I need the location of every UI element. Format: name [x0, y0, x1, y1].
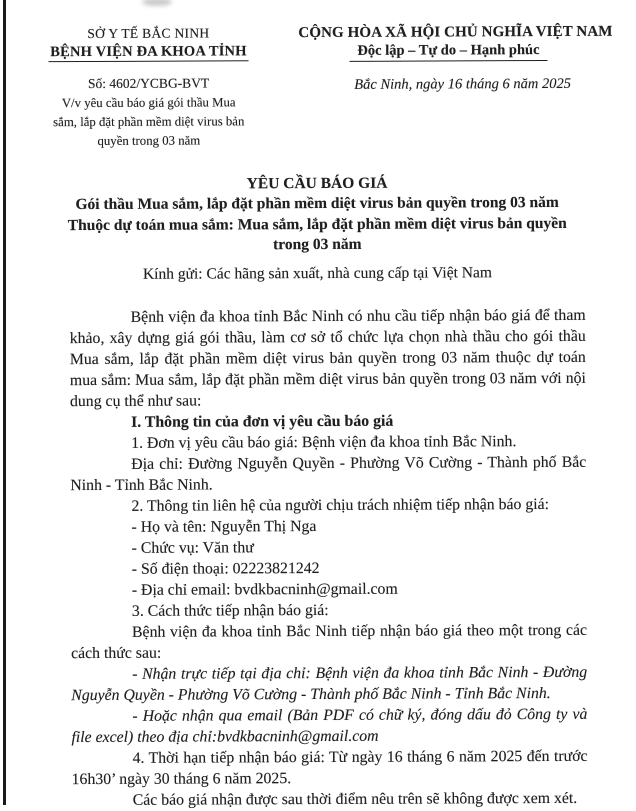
document-subject-line: V/v yêu cầu báo giá gói thầu Mua — [61, 94, 236, 110]
document-subject — [15, 93, 283, 151]
body-paragraph: - Nhận trực tiếp tại địa chỉ: Bệnh viện đa khoa tỉnh Bắc Ninh - Đường Nguyễn Quyền - Phường Võ Cường - Thành phố Bắc Ninh - Tỉnh Bắc Ninh. — [71, 663, 588, 704]
document-subject-line: sắm, lắp đặt phần mềm diệt virus bản — [53, 113, 245, 129]
body-paragraph: - Hoặc nhận qua email (Bản PDF có chữ ký, đóng dấu đỏ Công ty và file excel) theo địa chỉ:bvdkbacninh@gmail.com — [71, 705, 588, 746]
body-paragraph: - Địa chỉ email: bvdkbacninh@gmail.com — [131, 580, 398, 599]
national-motto-line1: CỘNG HÒA XÃ HỘI CHỦ NGHĨA VIỆT NAM — [298, 23, 613, 42]
document-subject-line: quyền trong 03 năm — [97, 133, 201, 148]
document-body — [70, 304, 588, 810]
place-date-line: Bắc Ninh, ngày 16 tháng 6 năm 2025 — [354, 75, 571, 93]
body-paragraph: Bệnh viện đa khoa tỉnh Bắc Ninh tiếp nhận báo giá theo một trong các cách thức sau: — [71, 621, 588, 662]
place-date-wrapper — [299, 59, 599, 94]
national-header-block — [298, 23, 613, 150]
document-title-budget-line1: Thuộc dự toán mua sắm: Mua sắm, lắp đặt phần mềm diệt virus bản quyền — [67, 214, 567, 234]
org-name: BỆNH VIỆN ĐA KHOA TỈNH — [14, 42, 282, 61]
body-paragraph: I. Thông tin của đơn vị yêu cầu báo giá — [131, 412, 394, 431]
document-title-block — [0, 172, 635, 257]
body-paragraph: Bệnh viện đa khoa tỉnh Bắc Ninh có nhu cầu tiếp nhận báo giá để tham khảo, xây dựng giá gói thầu, làm cơ sở tổ chức lựa chọn nhà thầu cho gói thầu Mua sắm, lắp đặt phần mềm diệt virus bản quyền trong 03 năm thuộc dự toán mua sắm: Mua sắm, lắp đặt phần mềm diệt virus bản quyền trong 03 năm với nội dung cụ thể như sau: — [69, 306, 586, 410]
document-number: Số: 4602/YCBG-BVT — [87, 74, 210, 91]
document-header — [0, 0, 635, 151]
document-title-package: Gói thầu Mua sắm, lắp đặt phần mềm diệt virus bản quyền trong 03 năm — [75, 193, 559, 214]
body-paragraph: - Họ và tên: Nguyễn Thị Nga — [131, 517, 317, 536]
body-paragraph: Các báo giá nhận được sau thời điểm nêu trên sẽ không được xem xét. — [132, 789, 578, 809]
body-paragraph: - Chức vụ: Văn thư — [131, 538, 254, 557]
issuing-org-block — [14, 24, 283, 151]
document-title: YÊU CẦU BÁO GIÁ — [246, 174, 388, 192]
salutation-line: Kính gửi: Các hãng sản xuất, nhà cung cấp tại Việt Nam — [142, 263, 492, 283]
body-paragraph: Địa chỉ: Đường Nguyễn Quyền - Phường Võ Cường - Thành phố Bắc Ninh - Tỉnh Bắc Ninh. — [70, 453, 587, 494]
body-paragraph: 1. Đơn vị yêu cầu báo giá: Bệnh viện đa khoa tỉnh Bắc Ninh. — [131, 432, 517, 452]
body-paragraph: - Số điện thoại: 02223821242 — [131, 559, 320, 578]
body-paragraph: 3. Cách thức tiếp nhận báo giá: — [131, 601, 329, 620]
parent-org-name: SỞ Y TẾ BẮC NINH — [87, 25, 210, 42]
body-paragraph: 4. Thời hạn tiếp nhận báo giá: Từ ngày 16 tháng 6 năm 2025 đến trước 16h30’ ngày 30 tháng 6 năm 2025. — [71, 747, 588, 788]
body-paragraph: 2. Thông tin liên hệ của người chịu trách nhiệm tiếp nhận báo giá: — [131, 495, 550, 515]
document-title-budget-line2: trong 03 năm — [273, 235, 362, 254]
national-motto-line2: Độc lập – Tự do – Hạnh phúc — [298, 41, 598, 60]
